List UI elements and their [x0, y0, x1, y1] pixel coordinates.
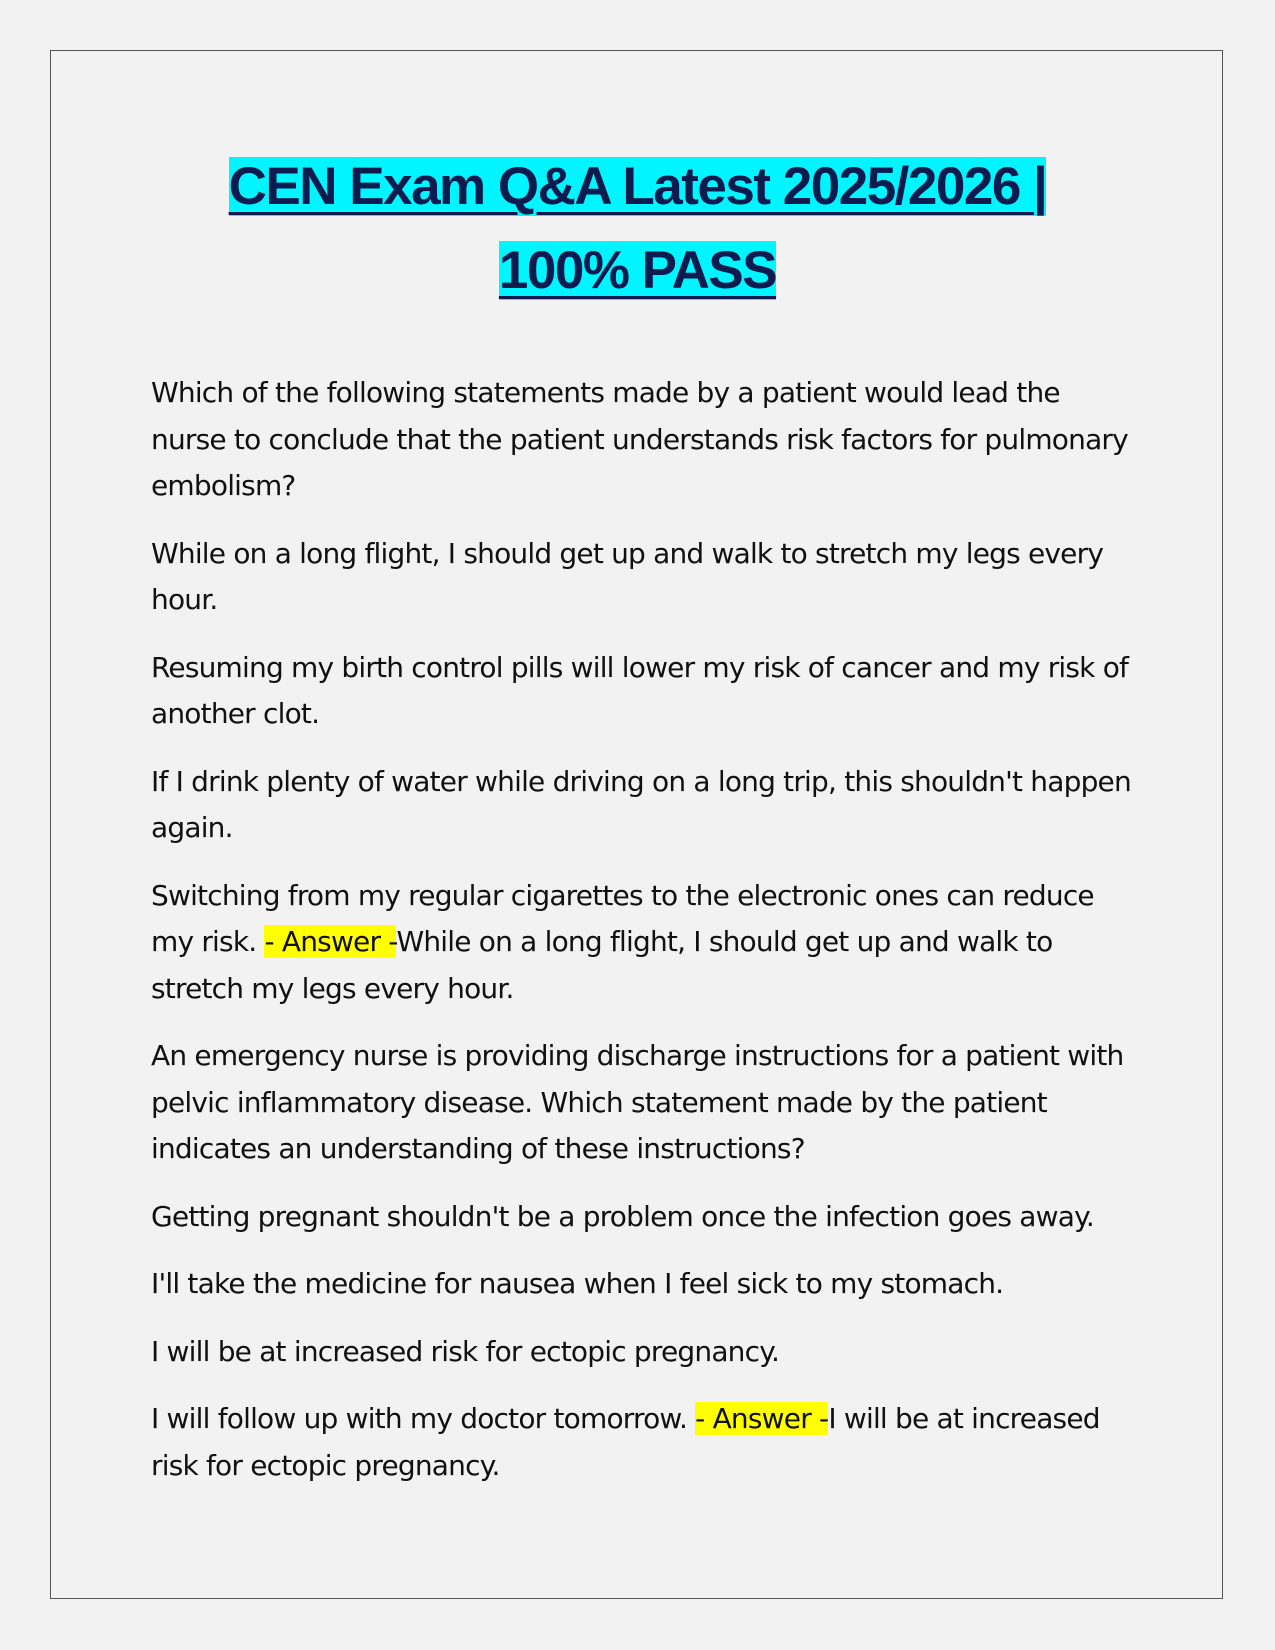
q2-answer: I will be at increased risk for ectopic pregnancy.	[151, 1402, 1100, 1482]
q2-option-2: I'll take the medicine for nausea when I feel sick to my stomach.	[151, 1267, 1004, 1300]
question-1: Which of the following statements made by a patient would lead the nurse to conclude that the patient understands risk factors for pulmonary embolism?	[151, 376, 1128, 502]
q1-option-3: If I drink plenty of water while driving on a long trip, this shouldn't happen again.	[151, 764, 1131, 844]
question-2: An emergency nurse is providing discharge instructions for a patient with pelvic inflammatory disease. Which statement made by the patient indicates an understanding of these instructions?	[151, 1039, 1124, 1165]
q2-option-3: I will be at increased risk for ectopic pregnancy.	[151, 1334, 780, 1368]
q1-option-1: While on a long flight, I should get up and walk to stretch my legs every hour.	[151, 536, 1104, 616]
title-line-1: CEN Exam Q&A Latest 2025/2026 |	[228, 157, 1047, 216]
q1-answer-marker: - Answer -	[264, 925, 397, 958]
document-title	[140, 145, 1135, 313]
q1-option-4: Switching from my regular cigarettes to the electronic ones can reduce my risk.	[151, 878, 1094, 958]
q2-option-1: Getting pregnant shouldn't be a problem once the infection goes away.	[151, 1199, 1094, 1233]
q2-option-4-with-answer	[151, 1396, 1141, 1489]
q2-answer-marker: - Answer -	[695, 1402, 829, 1435]
q1-option-2: Resuming my birth control pills will lower my risk of cancer and my risk of another clot.	[151, 650, 1129, 730]
qa-content	[151, 370, 1141, 1510]
q1-option-4-with-answer	[151, 873, 1141, 1013]
title-line-2: 100% PASS	[498, 241, 777, 300]
q2-option-4: I will follow up with my doctor tomorrow.	[151, 1402, 696, 1435]
q1-answer: While on a long flight, I should get up and walk to stretch my legs every hour.	[151, 925, 1053, 1005]
